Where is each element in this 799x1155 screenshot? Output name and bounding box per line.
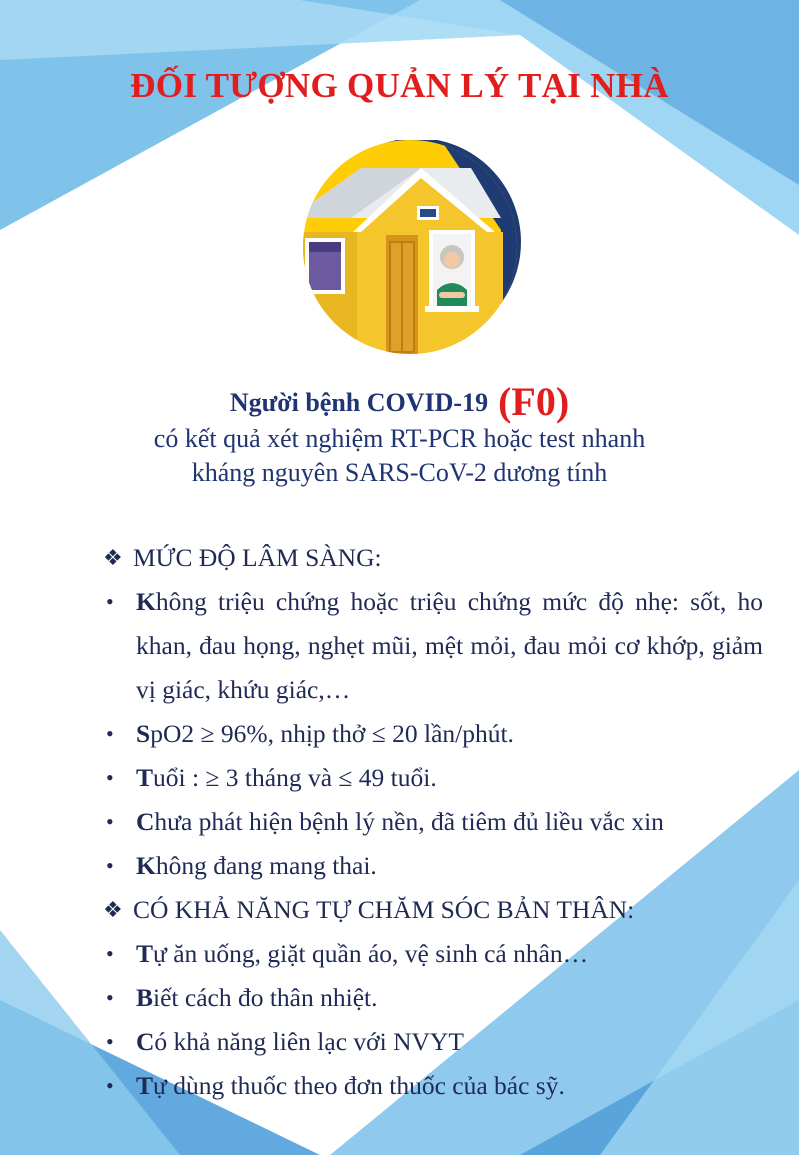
section-heading-self-care [103,888,763,932]
list-item-text: Có khả năng liên lạc với NVYT [136,1027,464,1056]
list-item-text: SpO2 ≥ 96%, nhịp thở ≤ 20 lần/phút. [136,719,514,748]
list-item [103,712,763,756]
dot-bullet-icon: • [106,1073,114,1098]
f0-badge: (F0) [498,379,570,424]
diamond-bullet-icon: ❖ [103,545,123,570]
list-item [103,1064,763,1108]
dot-bullet-icon: • [106,853,114,878]
list-item [103,756,763,800]
list-item [103,932,763,976]
subtitle-line-2: có kết quả xét nghiệm RT-PCR hoặc test nhanh [153,424,646,453]
list-item [103,580,763,712]
list-item-text: Không đang mang thai. [136,851,377,880]
diamond-bullet-icon: ❖ [103,897,123,922]
dot-bullet-icon: • [106,941,114,966]
dot-bullet-icon: • [106,1029,114,1054]
list-item [103,800,763,844]
section-heading-text: CÓ KHẢ NĂNG TỰ CHĂM SÓC BẢN THÂN: [133,895,635,924]
list-item-text: Tự ăn uống, giặt quần áo, vệ sinh cá nhân… [136,939,589,968]
list-item [103,844,763,888]
list-item-text: Không triệu chứng hoặc triệu chứng mức độ nhẹ: sốt, ho khan, đau họng, nghẹt mũi, mệt mỏi, đau mỏi cơ khớp, giảm vị giác, khứu giác,… [136,587,763,704]
section-heading-text: MỨC ĐỘ LÂM SÀNG: [133,543,382,572]
subtitle-line-3: kháng nguyên SARS-CoV-2 dương tính [191,458,608,487]
list-item [103,1020,763,1064]
subtitle-text: Người bệnh COVID-19 [229,388,489,417]
dot-bullet-icon: • [106,985,114,1010]
page-title: ĐỐI TƯỢNG QUẢN LÝ TẠI NHÀ [130,66,669,105]
criteria-list [103,536,763,1108]
list-item-text: Tự dùng thuốc theo đơn thuốc của bác sỹ. [136,1071,565,1100]
dot-bullet-icon: • [106,589,114,614]
dot-bullet-icon: • [106,721,114,746]
section-heading-clinical [103,536,763,580]
list-item-text: Chưa phát hiện bệnh lý nền, đã tiêm đủ liều vắc xin [136,807,664,836]
list-item [103,976,763,1020]
dot-bullet-icon: • [106,809,114,834]
list-item-text: Tuổi : ≥ 3 tháng và ≤ 49 tuổi. [136,763,437,792]
list-item-text: Biết cách đo thân nhiệt. [136,983,378,1012]
dot-bullet-icon: • [106,765,114,790]
house-icon [291,140,529,358]
subtitle-heading [0,378,799,425]
